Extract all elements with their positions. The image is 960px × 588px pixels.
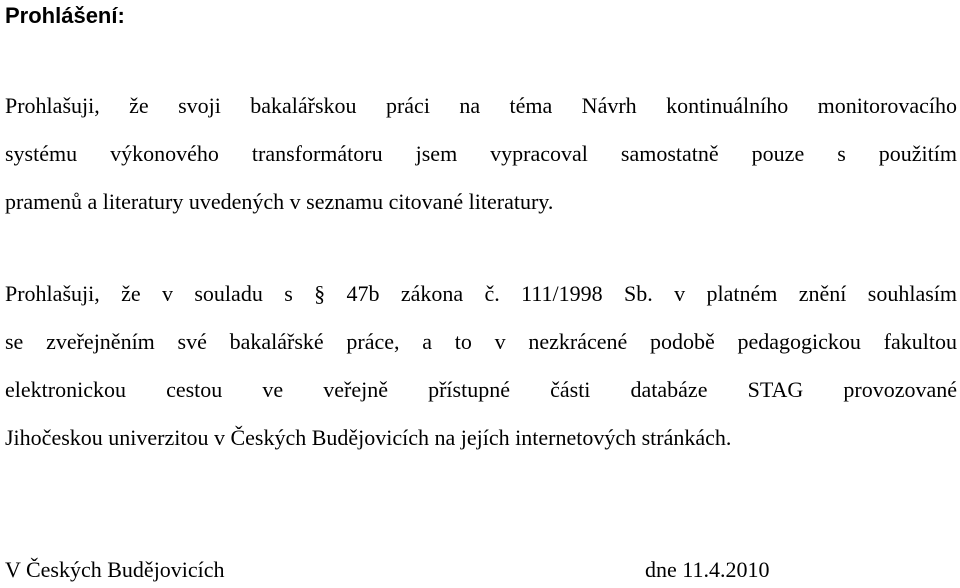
- paragraph-line: Prohlašuji, že v souladu s § 47b zákona č. 111/1998 Sb. v platném znění souhlasím: [5, 281, 957, 306]
- paragraph-line: systému výkonového transformátoru jsem vypracoval samostatně pouze s použitím: [5, 141, 957, 166]
- declaration-heading: Prohlášení:: [5, 3, 125, 28]
- declaration-paragraph-authorship: [5, 82, 957, 226]
- paragraph-line: elektronickou cestou ve veřejně přístupné části databáze STAG provozované: [5, 377, 957, 402]
- paragraph-line: pramenů a literatury uvedených v seznamu citované literatury.: [5, 189, 554, 214]
- paragraph-line: Jihočeskou univerzitou v Českých Budějovicích na jejích internetových stránkách.: [5, 425, 732, 450]
- signature-date: dne 11.4.2010: [645, 557, 770, 582]
- paragraph-line: se zveřejněním své bakalářské práce, a to v nezkrácené podobě pedagogickou fakultou: [5, 329, 957, 354]
- paragraph-line: Prohlašuji, že svoji bakalářskou práci na téma Návrh kontinuálního monitorovacího: [5, 93, 957, 118]
- signature-place: V Českých Budějovicích: [5, 557, 225, 582]
- declaration-paragraph-publication-consent: [5, 270, 957, 462]
